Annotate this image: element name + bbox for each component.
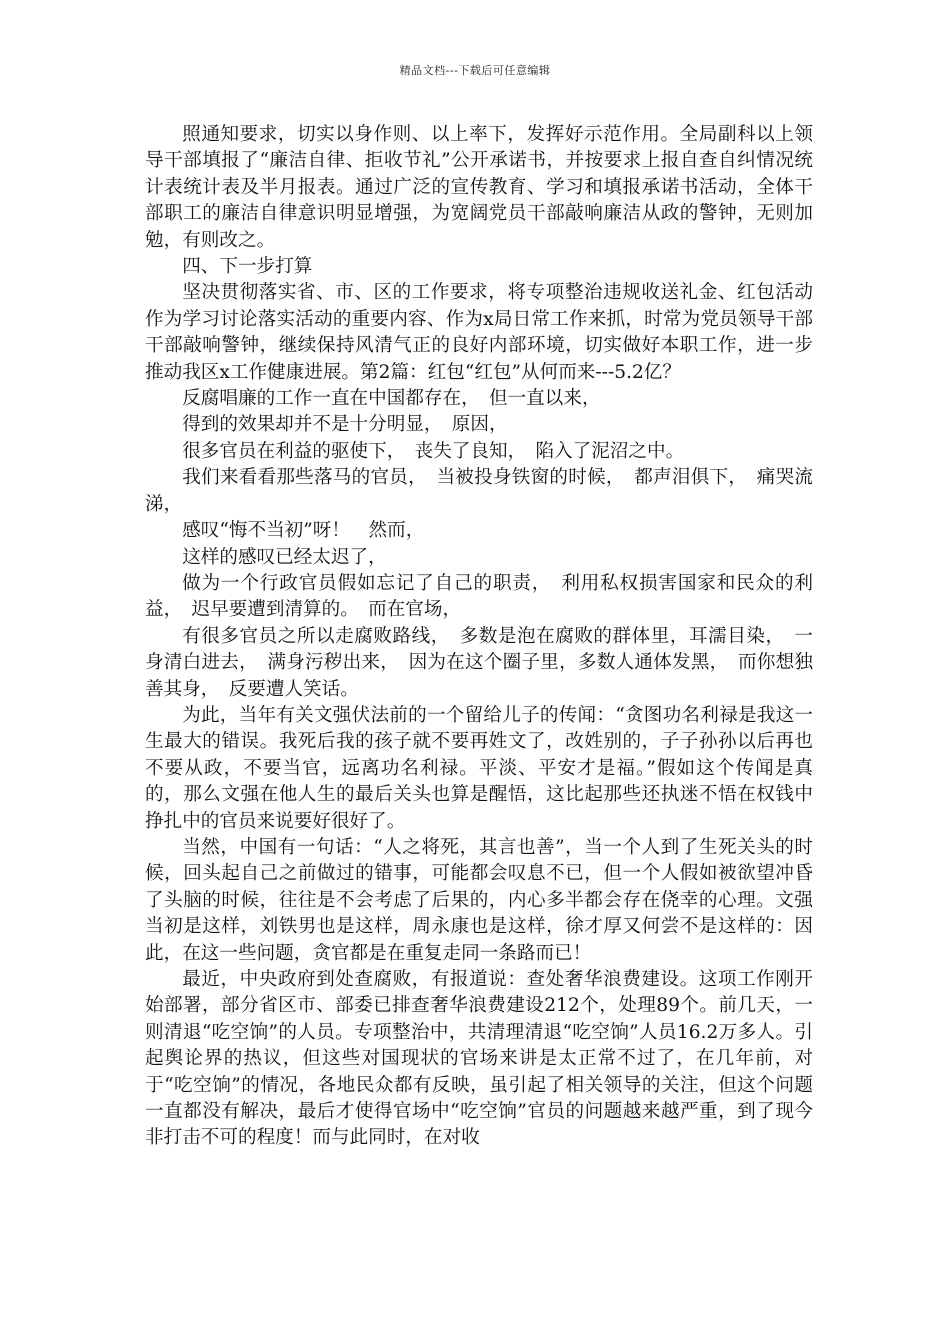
- paragraph-5: 得到的效果却并不是十分明显， 原因，: [182, 414, 508, 436]
- paragraph-14: 最近，中央政府到处查腐败，有报道说：查处奢华浪费建设。这项工作刚开始部署，部分省区市、部委已排查奢华浪费建设212个，处理89个。前几天，一则清退“吃空饷”的人员。专项整治中，共清理清退“吃空饷”人员16.2万多人。引起舆论界的热议，但这些对国现状的官场来讲是太正常不过了，在几年前，对于“吃空饷”的情况，各地民众都有反映，虽引起了相关领导的关注，但这个问题一直都没有解决，最后才使得官场中“吃空饷”官员的问题越来越严重，到了现今非打击不可的程度！而与此同时，在对收: [145, 969, 813, 1149]
- paragraph-12: 为此，当年有关文强伏法前的一个留给儿子的传闻：“贪图功名利禄是我这一生最大的错误。我死后我的孩子就不要再姓文了，改姓别的，子子孙孙以后再也不要从政，不要当官，远离功名利禄。平淡、平安才是福。”假如这个传闻是真的，那么文强在他人生的最后关头也算是醒悟，这比起那些还执迷不悟在权钱中挣扎中的官员来说要好很好了。: [145, 704, 813, 832]
- paragraph-7: 我们来看看那些落马的官员， 当被投身铁窗的时候， 都声泪俱下， 痛哭流涕，: [145, 467, 813, 515]
- section-heading: 四、下一步打算: [182, 256, 313, 278]
- paragraph-11: 有很多官员之所以走腐败路线， 多数是泡在腐败的群体里，耳濡目染， 一身清白进去， 满身污秽出来， 因为在这个圈子里，多数人通体发黑， 而你想独善其身， 反要遭人笑话。: [145, 625, 813, 700]
- paragraph-1: 照通知要求，切实以身作则、以上率下，发挥好示范作用。全局副科以上领导干部填报了“廉洁自律、拒收节礼”公开承诺书，并按要求上报自查自纠情况统计表统计表及半月报表。通过广泛的宣传教育、学习和填报承诺书活动，全体干部职工的廉洁自律意识明显增强，为宽阔党员干部敲响廉洁从政的警钟，无则加勉，有则改之。: [145, 124, 813, 251]
- paragraph-4: 反腐唱廉的工作一直在中国都存在， 但一直以来，: [182, 388, 601, 410]
- paragraph-9: 这样的感叹已经太迟了，: [182, 546, 387, 568]
- document-body: [145, 122, 813, 1152]
- paragraph-6: 很多官员在利益的驱使下， 丧失了良知， 陷入了泥沼之中。: [182, 440, 685, 462]
- paragraph-3: 坚决贯彻落实省、市、区的工作要求，将专项整治违规收送礼金、红包活动作为学习讨论落实活动的重要内容、作为x局日常工作来抓，时常为党员领导干部干部敲响警钟，继续保持风清气正的良好内部环境，切实做好本职工作，进一步推动我区x工作健康进展。第2篇：红包“红包”从何而来---5.2亿？: [145, 282, 813, 383]
- page-header: 精品文档---下载后可任意编辑: [399, 64, 551, 77]
- paragraph-10: 做为一个行政官员假如忘记了自己的职责， 利用私权损害国家和民众的利益， 迟早要遭到清算的。 而在官场，: [145, 572, 813, 621]
- paragraph-8: 感叹“悔不当初”呀！ 然而，: [182, 520, 425, 542]
- paragraph-13: 当然，中国有一句话：“人之将死，其言也善”，当一个人到了生死关头的时候，回头起自己之前做过的错事，可能都会叹息不已，但一个人假如被欲望冲昏了头脑的时候，往往是不会考虑了后果的，内心多半都会存在侥幸的心理。文强当初是这样，刘铁男也是这样，周永康也是这样，徐才厚又何尝不是这样的：因此，在这一些问题，贪官都是在重复走同一条路而已！: [145, 836, 813, 964]
